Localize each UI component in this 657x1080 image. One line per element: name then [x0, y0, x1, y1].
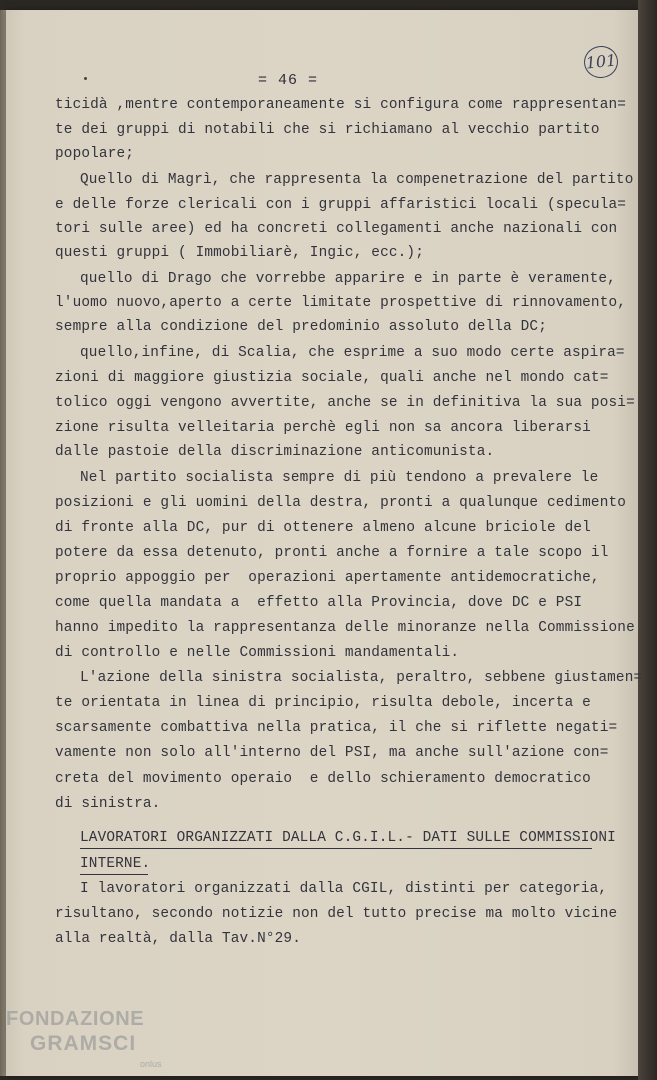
fondazione-gramsci-watermark [6, 1008, 176, 1076]
text-line: te dei gruppi di notabili che si richiamano al vecchio partito [55, 122, 600, 138]
text-line: alla realtà, dalla Tav.N°29. [55, 931, 302, 947]
text-line: di sinistra. [55, 796, 161, 812]
text-line: tori sulle aree) ed ha concreti collegamenti anche nazionali con [55, 221, 618, 237]
text-line: proprio appoggio per operazioni apertamente antidemocratiche, [55, 570, 600, 586]
text-line: posizioni e gli uomini della destra, pronti a qualunque cedimento [55, 495, 627, 511]
text-line: sempre alla condizione del predominio assoluto della DC; [55, 319, 548, 335]
scan-right-border [638, 0, 657, 1080]
text-line: te orientata in linea di principio, risulta debole, incerta e [55, 695, 591, 711]
section-heading: INTERNE. [80, 856, 151, 872]
ink-dot [84, 77, 87, 80]
text-line: come quella mandata a effetto alla Provincia, dove DC e PSI [55, 595, 583, 611]
text-line: Quello di Magrì, che rappresenta la compenetrazione del partito [80, 172, 634, 188]
text-line: dalle pastoie della discriminazione anticomunista. [55, 444, 495, 460]
text-line: e delle forze clericali con i gruppi affaristici locali (specula= [55, 197, 627, 213]
text-line: potere da essa detenuto, pronti anche a fornire a tale scopo il [55, 545, 609, 561]
text-line: popolare; [55, 146, 135, 162]
text-line: tolico oggi vengono avvertite, anche se in definitiva la sua posi= [55, 395, 635, 411]
text-line: zioni di maggiore giustizia sociale, quali anche nel mondo cat= [55, 370, 609, 386]
text-line: risultano, secondo notizie non del tutto precise ma molto vicine [55, 906, 618, 922]
text-line: di controllo e nelle Commissioni mandamentali. [55, 645, 460, 661]
heading-underline [80, 874, 148, 875]
text-line: zione risulta velleitaria perchè egli non sa ancora liberarsi [55, 420, 591, 436]
text-line: di fronte alla DC, pur di ottenere almeno alcune briciole del [55, 520, 591, 536]
text-line: ticidà ,mentre contemporaneamente si configura come rappresentan= [55, 97, 627, 113]
text-line: l'uomo nuovo,aperto a certe limitate prospettive di rinnovamento, [55, 295, 627, 311]
text-line: quello di Drago che vorrebbe apparire e in parte è veramente, [80, 271, 616, 287]
page-number: = 46 = [258, 72, 319, 89]
watermark-line: FONDAZIONE [6, 1008, 145, 1030]
text-line: questi gruppi ( Immobiliarè, Ingic, ecc.); [55, 245, 425, 261]
text-line: scarsamente combattiva nella pratica, il che si riflette negati= [55, 720, 618, 736]
text-line: L'azione della sinistra socialista, peraltro, sebbene giustamen= [80, 670, 643, 686]
section-heading: LAVORATORI ORGANIZZATI DALLA C.G.I.L.- DATI SULLE COMMISSIONI [80, 830, 616, 846]
text-line: creta del movimento operaio e dello schieramento democratico [55, 771, 591, 787]
text-line: quello,infine, di Scalia, che esprime a suo modo certe aspira= [80, 345, 625, 361]
text-line: Nel partito socialista sempre di più tendono a prevalere le [80, 470, 599, 486]
text-line: hanno impedito la rappresentanza delle minoranze nella Commissione [55, 620, 635, 636]
text-line: vamente non solo all'interno del PSI, ma anche sull'azione con= [55, 745, 609, 761]
watermark-line: onlus [140, 1059, 162, 1069]
heading-underline [80, 848, 592, 849]
text-line: I lavoratori organizzati dalla CGIL, distinti per categoria, [80, 881, 608, 897]
folio-stamp: 101 [582, 44, 619, 79]
watermark-line: GRAMSCI [30, 1032, 137, 1055]
